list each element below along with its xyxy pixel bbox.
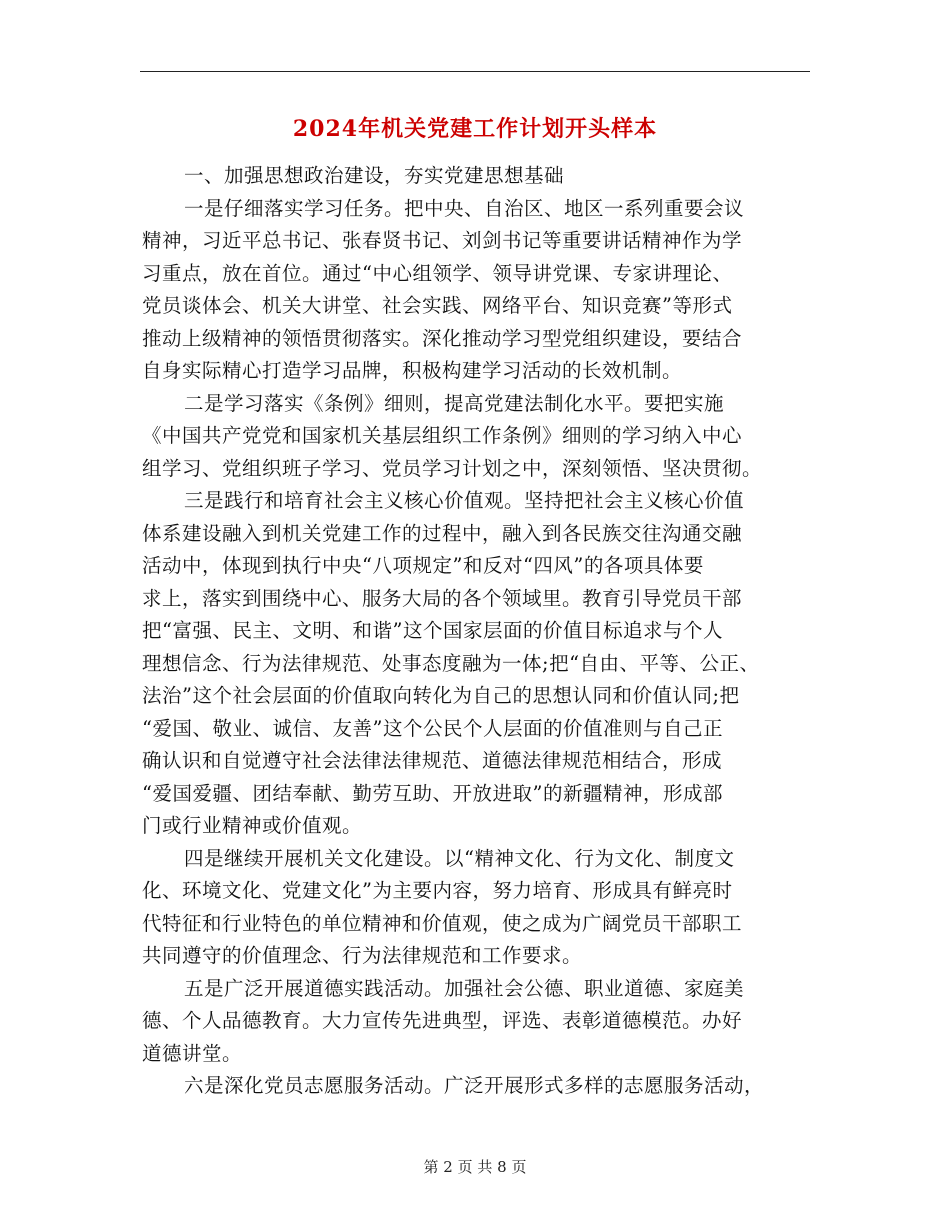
text-line: 法治”这个社会层面的价值取向转化为自己的思想认同和价值认同;把 — [142, 684, 740, 707]
text-line: 门或行业精神或价值观。 — [142, 814, 363, 837]
text-line: 求上，落实到围绕中心、服务大局的各个领域里。教育引导党员干部 — [142, 586, 743, 610]
text-line: 化、环境文化、党建文化”为主要内容，努力培育、形成具有鲜亮时 — [142, 879, 733, 902]
text-line: 德、个人品德教育。大力宣传先进典型，评选、表彰道德模范。办好 — [142, 1009, 743, 1032]
text-line: 把“富强、民主、文明、和谐”这个国家层面的价值目标追求与个人 — [142, 619, 723, 642]
text-line: 推动上级精神的领悟贯彻落实。深化推动学习型党组织建设，要结合 — [142, 326, 743, 350]
text-line: 《中国共产党党和国家机关基层组织工作条例》细则的学习纳入中心 — [142, 424, 743, 447]
text-line: 确认识和自觉遵守社会法律法律规范、道德法律规范相结合，形成 — [142, 749, 723, 772]
text-line: 共同遵守的价值理念、行为法律规范和工作要求。 — [142, 944, 583, 967]
text-line: 体系建设融入到机关党建工作的过程中，融入到各民族交往沟通交融 — [142, 521, 743, 545]
text-line: 五是广泛开展道德实践活动。加强社会公德、职业道德、家庭美 — [184, 976, 745, 1000]
document-body — [142, 160, 812, 1103]
text-line: 一、加强思想政治建设，夯实党建思想基础 — [184, 164, 565, 187]
text-line: 习重点，放在首位。通过“中心组领学、领导讲党课、专家讲理论、 — [142, 261, 733, 285]
page-number-footer: 第 2 页 共 8 页 — [423, 1158, 527, 1176]
text-line: 二是学习落实《条例》细则，提高党建法制化水平。要把实施 — [184, 391, 725, 415]
text-line: 一是仔细落实学习任务。把中央、自治区、地区一系列重要会议 — [184, 196, 745, 220]
text-line: 六是深化党员志愿服务活动。广泛开展形式多样的志愿服务活动， — [184, 1074, 765, 1097]
text-line: 党员谈体会、机关大讲堂、社会实践、网络平台、知识竞赛”等形式 — [142, 294, 733, 317]
text-line: 理想信念、行为法律规范、处事态度融为一体;把“自由、平等、公正、 — [142, 651, 760, 675]
text-line: 自身实际精心打造学习品牌，积极构建学习活动的长效机制。 — [142, 359, 683, 382]
text-line: “爱国爱疆、团结奉献、勤劳互助、开放进取”的新疆精神，形成部 — [142, 781, 723, 805]
text-line: 精神，习近平总书记、张春贤书记、刘剑书记等重要讲话精神作为学 — [142, 229, 743, 252]
text-line: 道德讲堂。 — [142, 1041, 243, 1065]
text-line: 四是继续开展机关文化建设。以“精神文化、行为文化、制度文 — [184, 846, 735, 870]
header-rule — [140, 71, 810, 72]
text-line: 代特征和行业特色的单位精神和价值观，使之成为广阔党员干部职工 — [142, 911, 743, 935]
text-line: 组学习、党组织班子学习、党员学习计划之中，深刻领悟、坚决贯彻。 — [142, 456, 763, 480]
text-line: 三是践行和培育社会主义核心价值观。坚持把社会主义核心价值 — [184, 489, 745, 512]
text-line: 活动中，体现到执行中央“八项规定”和反对“四风”的各项具体要 — [142, 554, 704, 577]
document-title: 2024年机关党建工作计划开头样本 — [292, 116, 658, 142]
text-line: “爱国、敬业、诚信、友善”这个公民个人层面的价值准则与自己正 — [142, 716, 723, 740]
